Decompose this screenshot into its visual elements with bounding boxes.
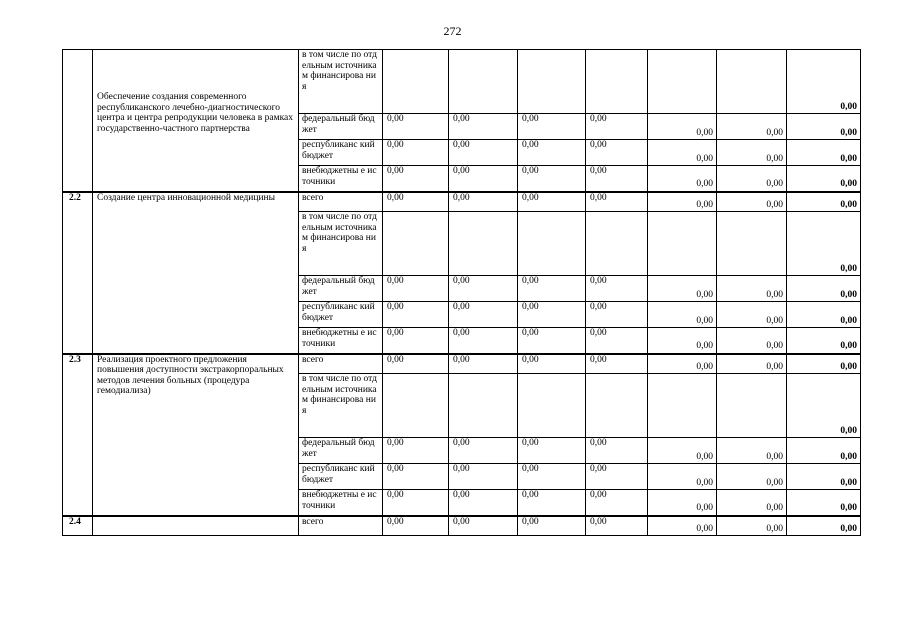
- table-row: [63, 192, 861, 212]
- value-cell: [717, 464, 787, 490]
- table-row: [63, 516, 861, 536]
- value-text: 0,00: [840, 153, 857, 164]
- year-value-cell: 0,00: [518, 490, 586, 516]
- year-value-cell: [383, 50, 449, 114]
- value-text: 0,00: [696, 523, 713, 534]
- year-value-cell: 0,00: [518, 516, 586, 536]
- financing-table: [62, 49, 861, 536]
- value-text: 0,00: [766, 127, 783, 138]
- source-label: в том числе по отдельным источникам финансирова ния: [299, 50, 383, 114]
- year-value-cell: 0,00: [586, 490, 648, 516]
- value-cell: [648, 212, 717, 276]
- value-cell: [648, 464, 717, 490]
- section-name: [93, 192, 299, 354]
- value-text: 0,00: [840, 315, 857, 326]
- value-text: 0,00: [696, 153, 713, 164]
- value-cell: [648, 516, 717, 536]
- source-label: республиканс кий бюджет: [299, 302, 383, 328]
- value-text: 0,00: [696, 127, 713, 138]
- year-value-cell: 0,00: [449, 166, 518, 192]
- year-value-cell: 0,00: [586, 166, 648, 192]
- value-text: 0,00: [840, 451, 857, 462]
- year-value-cell: [518, 212, 586, 276]
- value-text: 0,00: [696, 477, 713, 488]
- value-text: 0,00: [840, 127, 857, 138]
- year-value-cell: [586, 50, 648, 114]
- year-value-cell: 0,00: [449, 140, 518, 166]
- year-value-cell: 0,00: [449, 302, 518, 328]
- value-text: 0,00: [766, 199, 783, 210]
- value-text: 0,00: [696, 199, 713, 210]
- value-cell: [717, 50, 787, 114]
- year-value-cell: [518, 50, 586, 114]
- total-value-cell: [787, 114, 861, 140]
- year-value-cell: 0,00: [586, 464, 648, 490]
- value-cell: [648, 302, 717, 328]
- value-text: 0,00: [766, 361, 783, 372]
- section-name: [93, 50, 299, 192]
- value-cell: [717, 192, 787, 212]
- value-cell: [717, 516, 787, 536]
- year-value-cell: 0,00: [518, 464, 586, 490]
- total-value-cell: [787, 192, 861, 212]
- source-label: республиканс кий бюджет: [299, 464, 383, 490]
- year-value-cell: 0,00: [586, 192, 648, 212]
- value-text: 0,00: [766, 289, 783, 300]
- section-number: 2.4: [63, 516, 93, 536]
- value-cell: [648, 328, 717, 354]
- total-value-cell: [787, 464, 861, 490]
- year-value-cell: 0,00: [586, 276, 648, 302]
- value-cell: [648, 192, 717, 212]
- year-value-cell: [449, 374, 518, 438]
- year-value-cell: 0,00: [449, 328, 518, 354]
- year-value-cell: [383, 374, 449, 438]
- year-value-cell: 0,00: [383, 464, 449, 490]
- section-number: 2.3: [63, 354, 93, 516]
- value-cell: [648, 438, 717, 464]
- year-value-cell: 0,00: [518, 140, 586, 166]
- value-cell: [717, 212, 787, 276]
- value-cell: [648, 140, 717, 166]
- source-label: федеральный бюджет: [299, 438, 383, 464]
- value-text: 0,00: [766, 153, 783, 164]
- value-cell: [648, 354, 717, 374]
- value-cell: [717, 114, 787, 140]
- page-number: 272: [443, 24, 462, 38]
- value-cell: [648, 50, 717, 114]
- year-value-cell: 0,00: [383, 354, 449, 374]
- total-value-cell: [787, 212, 861, 276]
- year-value-cell: 0,00: [518, 302, 586, 328]
- total-value-cell: [787, 516, 861, 536]
- year-value-cell: [586, 374, 648, 438]
- section-name: [93, 516, 299, 536]
- total-value-cell: [787, 276, 861, 302]
- value-cell: [648, 374, 717, 438]
- value-cell: [717, 374, 787, 438]
- value-cell: [717, 140, 787, 166]
- value-cell: [648, 276, 717, 302]
- year-value-cell: 0,00: [586, 438, 648, 464]
- year-value-cell: 0,00: [518, 192, 586, 212]
- value-text: 0,00: [840, 341, 857, 351]
- section-name: [93, 354, 299, 516]
- value-text: 0,00: [766, 451, 783, 462]
- table-row: [63, 50, 861, 114]
- value-text: 0,00: [696, 341, 713, 351]
- source-label: в том числе по отдельным источникам финансирова ния: [299, 212, 383, 276]
- section-number: [63, 50, 93, 192]
- value-text: 0,00: [840, 179, 857, 189]
- value-cell: [717, 302, 787, 328]
- source-label: всего: [299, 192, 383, 212]
- total-value-cell: [787, 354, 861, 374]
- year-value-cell: 0,00: [449, 354, 518, 374]
- value-text: 0,00: [696, 503, 713, 513]
- year-value-cell: 0,00: [449, 490, 518, 516]
- year-value-cell: 0,00: [383, 490, 449, 516]
- year-value-cell: 0,00: [518, 276, 586, 302]
- year-value-cell: 0,00: [586, 140, 648, 166]
- value-text: 0,00: [840, 361, 857, 372]
- value-text: 0,00: [840, 263, 857, 274]
- total-value-cell: [787, 166, 861, 192]
- total-value-cell: [787, 438, 861, 464]
- value-text: 0,00: [840, 523, 857, 534]
- year-value-cell: 0,00: [383, 302, 449, 328]
- section-number: 2.2: [63, 192, 93, 354]
- total-value-cell: [787, 374, 861, 438]
- source-label: внебюджетны е источники: [299, 490, 383, 516]
- value-text: 0,00: [766, 477, 783, 488]
- source-label: федеральный бюджет: [299, 114, 383, 140]
- year-value-cell: 0,00: [586, 302, 648, 328]
- total-value-cell: [787, 140, 861, 166]
- year-value-cell: 0,00: [383, 166, 449, 192]
- year-value-cell: 0,00: [383, 516, 449, 536]
- total-value-cell: [787, 328, 861, 354]
- value-cell: [717, 354, 787, 374]
- year-value-cell: 0,00: [586, 516, 648, 536]
- total-value-cell: [787, 490, 861, 516]
- value-text: 0,00: [696, 179, 713, 189]
- value-text: 0,00: [766, 503, 783, 513]
- section-name-text: Создание центра инновационной медицины: [97, 192, 275, 203]
- year-value-cell: 0,00: [449, 114, 518, 140]
- value-text: 0,00: [840, 425, 857, 436]
- year-value-cell: 0,00: [518, 328, 586, 354]
- value-cell: [717, 166, 787, 192]
- source-label: в том числе по отдельным источникам финансирова ния: [299, 374, 383, 438]
- source-label: внебюджетны е источники: [299, 166, 383, 192]
- value-text: 0,00: [696, 361, 713, 372]
- year-value-cell: 0,00: [449, 276, 518, 302]
- section-name-text: Реализация проектного предложения повышения доступности экстракорпоральных методов лечения больных (процедура гемодиализа): [97, 354, 284, 396]
- year-value-cell: [449, 50, 518, 114]
- year-value-cell: [518, 374, 586, 438]
- year-value-cell: 0,00: [586, 354, 648, 374]
- value-text: 0,00: [766, 315, 783, 326]
- year-value-cell: 0,00: [383, 328, 449, 354]
- value-cell: [717, 490, 787, 516]
- value-cell: [717, 276, 787, 302]
- year-value-cell: 0,00: [449, 516, 518, 536]
- year-value-cell: 0,00: [383, 276, 449, 302]
- value-text: 0,00: [840, 289, 857, 300]
- source-label: внебюджетны е источники: [299, 328, 383, 354]
- year-value-cell: [383, 212, 449, 276]
- year-value-cell: 0,00: [449, 438, 518, 464]
- value-text: 0,00: [696, 451, 713, 462]
- year-value-cell: 0,00: [586, 328, 648, 354]
- year-value-cell: 0,00: [383, 140, 449, 166]
- value-text: 0,00: [696, 315, 713, 326]
- value-text: 0,00: [696, 289, 713, 300]
- total-value-cell: [787, 50, 861, 114]
- table-row: [63, 354, 861, 374]
- source-label: всего: [299, 354, 383, 374]
- value-text: 0,00: [840, 503, 857, 513]
- year-value-cell: 0,00: [449, 464, 518, 490]
- source-label: всего: [299, 516, 383, 536]
- value-cell: [648, 166, 717, 192]
- year-value-cell: [449, 212, 518, 276]
- value-text: 0,00: [840, 199, 857, 210]
- value-cell: [717, 438, 787, 464]
- value-text: 0,00: [840, 477, 857, 488]
- value-cell: [648, 490, 717, 516]
- section-name-text: Обеспечение создания современного республиканского лечебно-диагностического центра и центра репродукции человека в рамках государственно-частного партнерства: [97, 92, 294, 134]
- year-value-cell: 0,00: [518, 114, 586, 140]
- year-value-cell: 0,00: [518, 438, 586, 464]
- source-label: республиканс кий бюджет: [299, 140, 383, 166]
- value-text: 0,00: [766, 341, 783, 351]
- year-value-cell: 0,00: [518, 166, 586, 192]
- year-value-cell: 0,00: [383, 438, 449, 464]
- year-value-cell: 0,00: [383, 114, 449, 140]
- year-value-cell: 0,00: [449, 192, 518, 212]
- year-value-cell: 0,00: [383, 192, 449, 212]
- year-value-cell: [586, 212, 648, 276]
- value-cell: [717, 328, 787, 354]
- value-text: 0,00: [766, 523, 783, 534]
- year-value-cell: 0,00: [518, 354, 586, 374]
- year-value-cell: 0,00: [586, 114, 648, 140]
- total-value-cell: [787, 302, 861, 328]
- value-cell: [648, 114, 717, 140]
- source-label: федеральный бюджет: [299, 276, 383, 302]
- value-text: 0,00: [766, 179, 783, 189]
- value-text: 0,00: [840, 101, 857, 112]
